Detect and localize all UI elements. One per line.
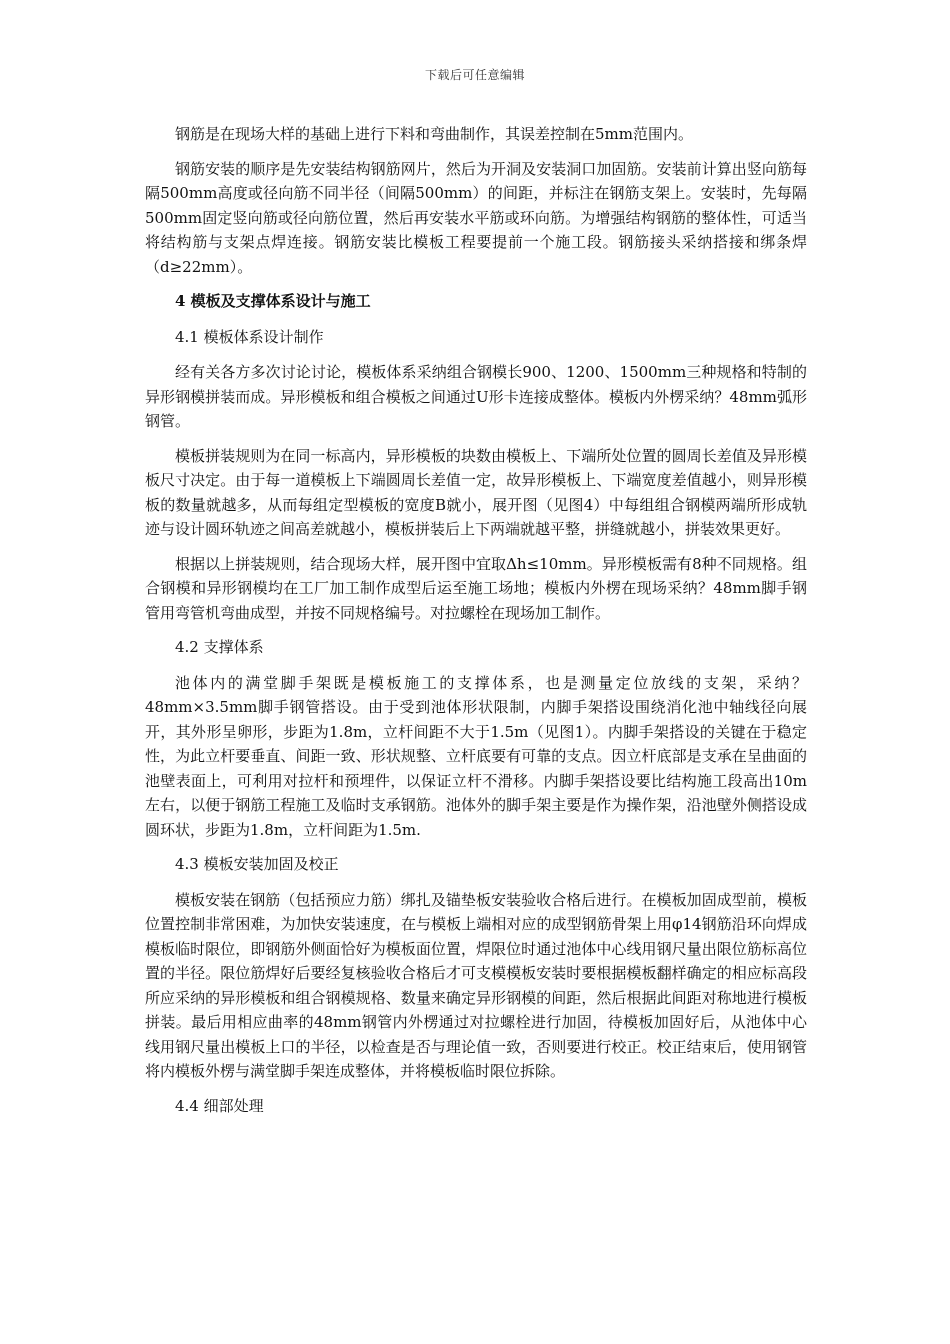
paragraph-assembly-rules: 模板拼装规则为在同一标高内，异形模板的块数由模板上、下端所处位置的圆周长差值及异形模板尺寸决定。由于每一道模板上下端圆周长差值一定，故异形模板上、下端宽度差值越小，则异形模板的数量就越多，从而每组定型模板的宽度B就小，展开图（见图4）中每组组合钢模两端所形成轨迹与设计圆环轨迹之间高差就越小，模板拼装后上下两端就越平整，拼缝就越小，拼装效果更好。 bbox=[145, 446, 807, 538]
subsection-heading-4-3: 4.3 模板安装加固及校正 bbox=[175, 855, 339, 873]
paragraph-assembly-specs: 根据以上拼装规则，结合现场大样，展开图中宜取Δh≤10mm。异形模板需有8种不同规格。组合钢模和异形钢模均在工厂加工制作成型后运至施工场地；模板内外楞在现场采纳？48mm脚手钢管用弯管机弯曲成型，并按不同规格编号。对拉螺栓在现场加工制作。 bbox=[145, 554, 807, 622]
page-header: 下载后可任意编辑 bbox=[424, 68, 525, 82]
paragraph-rebar-installation: 钢筋安装的顺序是先安装结构钢筋网片，然后为开洞及安装洞口加固筋。安装前计算出竖向筋每隔500mm高度或径向筋不同半径（间隔500mm）的间距，并标注在钢筋支架上。安装时，先每隔500mm固定竖向筋或径向筋位置，然后再安装水平筋或环向筋。为增强结构钢筋的整体性，可适当将结构筋与支架点焊连接。钢筋安装比模板工程要提前一个施工段。钢筋接头采纳搭接和绑条焊（d≥22mm）。 bbox=[145, 159, 807, 276]
paragraph-support-system: 池体内的满堂脚手架既是模板施工的支撑体系，也是测量定位放线的支架，采纳？48mm×3.5mm脚手钢管搭设。由于受到池体形状限制，内脚手架搭设围绕消化池中轴线径向展开，其外形呈卵形，步距为1.8m，立杆间距不大于1.5m（见图1）。内脚手架搭设的关键在于稳定性，为此立杆要垂直、间距一致、形状规整、立杆底要有可靠的支点。因立杆底部是支承在呈曲面的池壁表面上，可利用对拉杆和预埋件，以保证立杆不滑移。内脚手架搭设要比结构施工段高出10m左右，以便于钢筋工程施工及临时支承钢筋。池体外的脚手架主要是作为操作架，沿池壁外侧搭设成圆环状，步距为1.8m，立杆间距为1.5m. bbox=[145, 673, 807, 839]
document-body bbox=[145, 122, 807, 1129]
paragraph-formwork-system: 经有关各方多次讨论讨论，模板体系采纳组合钢模长900、1200、1500mm三种规格和特制的异形钢模拼装而成。异形模板和组合模板之间通过U形卡连接成整体。模板内外楞采纳？48mm弧形钢管。 bbox=[145, 363, 807, 430]
section-heading-4: 4 模板及支撑体系设计与施工 bbox=[175, 292, 371, 310]
subsection-heading-4-2: 4.2 支撑体系 bbox=[175, 638, 264, 656]
subsection-heading-4-1: 4.1 模板体系设计制作 bbox=[175, 327, 324, 346]
paragraph-rebar-cutting: 钢筋是在现场大样的基础上进行下料和弯曲制作，其误差控制在5mm范围内。 bbox=[175, 125, 693, 143]
paragraph-formwork-fixing: 模板安装在钢筋（包括预应力筋）绑扎及锚垫板安装验收合格后进行。在模板加固成型前，模板位置控制非常困难，为加快安装速度，在与模板上端相对应的成型钢筋骨架上用φ14钢筋沿环向焊成模板临时限位，即钢筋外侧面恰好为模板面位置，焊限位时通过池体中心线用钢尺量出限位筋标高位置的半径。限位筋焊好后要经复核验收合格后才可支模模板安装时要根据模板翻样确定的相应标高段所应采纳的异形模板和组合钢模规格、数量来确定异形钢模的间距，然后根据此间距对称地进行模板拼装。最后用相应曲率的48mm钢管内外楞通过对拉螺栓进行加固，待模板加固好后，从池体中心线用钢尺量出模板上口的半径，以检查是否与理论值一致，否则要进行校正。校正结束后，使用钢管将内模板外楞与满堂脚手架连成整体，并将模板临时限位拆除。 bbox=[145, 890, 807, 1080]
subsection-heading-4-4: 4.4 细部处理 bbox=[175, 1096, 264, 1115]
